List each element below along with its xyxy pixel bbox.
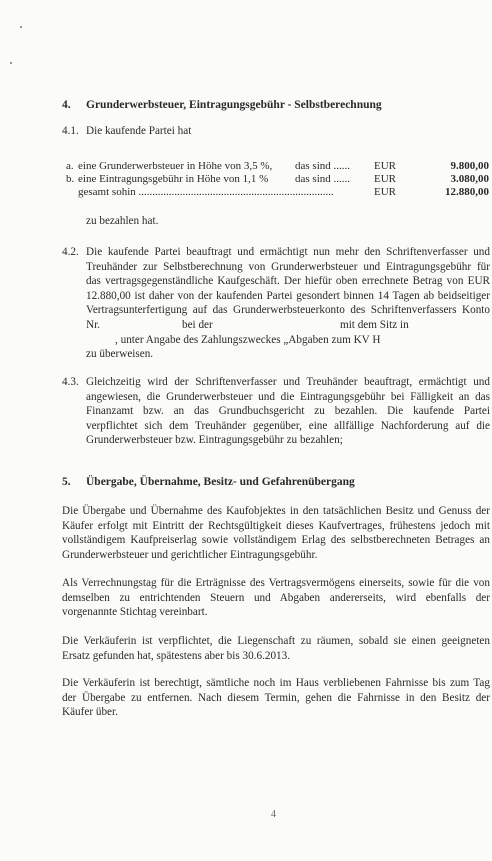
tax-row-label: a. <box>66 160 74 172</box>
tax-row-text: eine Eintragungsgebühr in Höhe von 1,1 % <box>78 173 269 185</box>
para-4-3-line: Gleichzeitig wird der Schriftenverfasser und Treuhänder beauftragt, ermächtigt und <box>86 376 490 388</box>
para-4-2-line: 12.880,00 ist daher von der kaufenden Partei gesondert binnen 14 Tagen ab beidseitiger <box>86 289 490 302</box>
para-4-2-line: das vertragsgegenständliche Kaufgeschäft. Der hiefür oben errechnete Betrag von EUR <box>86 275 490 288</box>
para-4-2-last-line: zu überweisen. <box>86 348 154 361</box>
para-line: Die Verkäuferin ist verpflichtet, die Liegenschaft zu räumen, sobald sie einen geeigneten <box>62 635 490 647</box>
seat-label: mit dem Sitz in <box>340 318 409 331</box>
para-last-line: Käufer über. <box>62 706 118 719</box>
para-line: vollständigem Kaufpreiserlag sowie vollständigem Erlag des selbstberechneten Betrages an <box>62 534 490 547</box>
para-4-3-last-line: Grunderwerbsteuer bzw. Eintragungsgebühr zu bezahlen; <box>86 434 343 447</box>
para-4-1-number: 4.1. <box>62 125 79 137</box>
tax-row-mid: das sind ...... <box>295 160 350 172</box>
para-4-2-purpose-line: , unter Angabe des Zahlungszweckes „Abgaben zum KV H <box>115 333 381 346</box>
para-last-line: vorgenannte Stichtag vereinbart. <box>62 606 208 619</box>
section-5-para-1 <box>62 504 490 562</box>
tax-row-currency: EUR <box>374 160 396 172</box>
para-last-line: Grunderwerbsteuer und gerichtlicher Eintragungsgebühr. <box>62 548 318 561</box>
account-nr-label: Nr. <box>86 318 100 331</box>
section-4-number: 4. <box>62 99 71 111</box>
para-4-2-account-line <box>86 318 490 333</box>
para-line: der Übergabe zu entfernen. Nach diesem Termin, gehen die Fahrnisse in den Besitz der <box>62 691 490 704</box>
para-4-1-text: Die kaufende Partei hat <box>86 125 192 137</box>
section-5-para-4 <box>62 676 490 720</box>
para-line: Die Übergabe und Übernahme des Kaufobjektes in den tatsächlichen Besitz und Genuss der <box>62 505 490 517</box>
para-line: demselben zu entrichtenden Steuern und Abgaben andererseits, wird ebenfalls der <box>62 591 490 604</box>
tax-row-currency: EUR <box>374 173 396 185</box>
page-number: 4 <box>271 809 276 820</box>
para-4-3-line: verpflichtet sich dem Treuhänder gegenüber, eine allfällige Nachforderung auf die <box>86 419 490 432</box>
bank-label: bei der <box>182 318 213 331</box>
para-4-3-body <box>86 375 490 448</box>
tax-row-label: b. <box>66 173 75 185</box>
para-4-3-line: angewiesen, die Grunderwerbsteuer und die Eintragungsgebühr bei Fälligkeit an das <box>86 390 490 403</box>
para-4-3-number: 4.3. <box>62 376 79 388</box>
para-4-2-line: Die kaufende Partei beauftragt und ermächtigt nun mehr den Schriftenverfasser und <box>86 246 490 258</box>
para-4-2-body <box>86 245 490 362</box>
para-line: Die Verkäuferin ist berechtigt, sämtliche noch im Haus verbliebenen Fahrnisse bis zum Tag <box>62 677 490 689</box>
para-line: Käufer erfolgt mit Eintritt der Rechtsgültigkeit dieses Kaufvertrages, frühestens jedoch mit <box>62 519 490 532</box>
para-line: Als Verrechnungstag für die Erträgnisse des Vertragsvermögens einerseits, sowie für die von <box>62 577 490 589</box>
section-5-number: 5. <box>62 476 71 488</box>
tax-row-amount: 3.080,00 <box>450 173 489 185</box>
section-5-para-3 <box>62 634 490 663</box>
section-5-para-2 <box>62 576 490 620</box>
tax-total-text: gesamt sohin ....................................................................... <box>78 186 334 198</box>
para-4-2-number: 4.2. <box>62 246 79 258</box>
section-4-title: Grunderwerbsteuer, Eintragungsgebühr - Selbstberechnung <box>86 99 382 111</box>
tax-row-mid: das sind ...... <box>295 173 350 185</box>
section-5-title: Übergabe, Übernahme, Besitz- und Gefahrenübergang <box>86 476 355 488</box>
tax-row-amount: 9.800,00 <box>450 160 489 172</box>
scan-speck <box>10 62 12 64</box>
tax-total-amount: 12.880,00 <box>445 186 489 198</box>
tax-row-text: eine Grunderwerbsteuer in Höhe von 3,5 %, <box>78 160 273 172</box>
para-4-2-line: Vertragsunterfertigung auf das Grunderwerbsteuerkonto des Schriftenverfassers Konto <box>86 304 490 317</box>
scan-speck <box>20 26 22 28</box>
para-4-2-line: Treuhänder zur Selbstberechnung von Grunderwerbsteuer und Eintragungsgebühr für <box>86 260 490 273</box>
para-last-line: Ersatz gefunden hat, spätestens aber bis 30.6.2013. <box>62 649 291 662</box>
pay-text: zu bezahlen hat. <box>86 215 159 227</box>
para-4-3-line: Finanzamt bzw. an das Grundbuchsgericht zu bezahlen. Die kaufende Partei <box>86 405 490 418</box>
tax-total-currency: EUR <box>374 186 396 198</box>
